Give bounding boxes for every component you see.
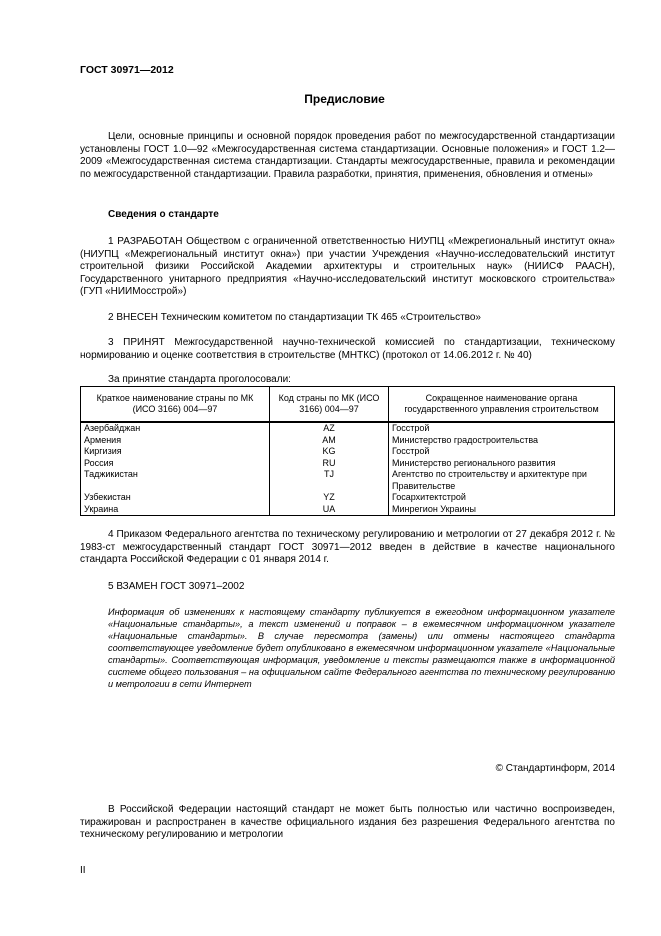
country-cell: Таджикистан: [81, 469, 270, 492]
authority-cell: Госстрой: [389, 446, 615, 458]
page-number: II: [80, 865, 86, 876]
copyright: © Стандартинформ, 2014: [495, 763, 615, 774]
item-1-paragraph: [80, 236, 615, 299]
authority-cell: Минрегион Украины: [389, 504, 615, 516]
country-cell: Украина: [81, 504, 270, 516]
code-cell: UA: [270, 504, 389, 516]
info-notice: Информация об изменениях к настоящему стандарту публикуется в ежегодном информационном указателе «Национальные стандарты», а текст изменений и поправок – в ежемесячном информационном указателе «Национальные стандарты». В случае пересмотра (замены) или отмены настоящего стандарта соответствующее уведомление будет опубликовано в ежемесячном информационном указателе «Национальные стандарты». Соответствующая информация, уведомление и тексты размещаются также в информационной системе общего пользования – на официальном сайте Федерального агентства по техническому регулированию и метрологии в сети Интернет: [108, 607, 615, 689]
column-header-country: Краткое наименование страны по МК (ИСО 3166) 004—97: [81, 387, 270, 423]
column-header-authority: Сокращенное наименование органа государственного управления строительством: [389, 387, 615, 423]
code-cell: RU: [270, 458, 389, 470]
code-cell: KG: [270, 446, 389, 458]
table-row: [81, 446, 615, 458]
item-4-paragraph: [80, 529, 615, 567]
code-cell: AZ: [270, 422, 389, 435]
voting-table: [80, 386, 615, 516]
item-5-paragraph: 5 ВЗАМЕН ГОСТ 30971–2002: [108, 581, 245, 592]
item-3-paragraph: [80, 337, 615, 362]
country-cell: Армения: [81, 435, 270, 447]
country-cell: Киргизия: [81, 446, 270, 458]
section-title: Сведения о стандарте: [108, 209, 219, 220]
document-header: ГОСТ 30971—2012: [80, 64, 174, 76]
item-3-text: 3 ПРИНЯТ Межгосударственной научно-технической комиссией по стандартизации, техническому нормированию и оценке соответствия в строительстве (МНТКС) (протокол от 14.06.2012 г. № 40): [80, 337, 615, 361]
table-row: [81, 435, 615, 447]
authority-cell: Госархитектстрой: [389, 492, 615, 504]
table-row: [81, 458, 615, 470]
table-row: [81, 492, 615, 504]
authority-cell: Министерство регионального развития: [389, 458, 615, 470]
reproduction-notice: [80, 804, 615, 842]
table-header-row: [81, 387, 615, 423]
authority-cell: Госстрой: [389, 422, 615, 435]
item-1-text: 1 РАЗРАБОТАН Обществом с ограниченной ответственностью НИУПЦ «Межрегиональный институт окна» (НИУПЦ «Межрегиональный институт окна») при участии Учреждения «Научно-исследовательский институт строительной физики Российской Академии архитектуры и строительных наук» (НИИСФ РААСН), Государственного унитарного предприятия «Научно-исследовательский институт московского строительства» (ГУП «НИИМосстрой»): [80, 236, 615, 297]
code-cell: YZ: [270, 492, 389, 504]
column-header-code: Код страны по МК (ИСО 3166) 004—97: [270, 387, 389, 423]
intro-paragraph: [80, 131, 615, 181]
table-row: [81, 422, 615, 435]
authority-cell: Агентство по строительству и архитектуре при Правительстве: [389, 469, 615, 492]
country-cell: Узбекистан: [81, 492, 270, 504]
table-row: [81, 504, 615, 516]
item-4-text: 4 Приказом Федерального агентства по техническому регулированию и метрологии от 27 декабря 2012 г. № 1983-ст межгосударственный стандарт ГОСТ 30971—2012 введен в действие в качестве национального стандарта Российской Федерации с 01 января 2014 г.: [80, 529, 615, 565]
table-row: [81, 469, 615, 492]
country-cell: Азербайджан: [81, 422, 270, 435]
authority-cell: Министерство градостроительства: [389, 435, 615, 447]
item-2-paragraph: 2 ВНЕСЕН Техническим комитетом по стандартизации ТК 465 «Строительство»: [108, 312, 481, 323]
code-cell: AM: [270, 435, 389, 447]
page-title: Предисловие: [304, 92, 385, 106]
intro-text: Цели, основные принципы и основной порядок проведения работ по межгосударственной стандартизации установлены ГОСТ 1.0—92 «Межгосударственная система стандартизации. Основные положения» и ГОСТ 1.2—2009 «Межгосударственная система стандартизации. Стандарты межгосударственные, правила и рекомендации по межгосударственной стандартизации. Правила разработки, принятия, применения, обновления и отмены»: [80, 131, 615, 180]
code-cell: TJ: [270, 469, 389, 492]
country-cell: Россия: [81, 458, 270, 470]
reproduction-notice-text: В Российской Федерации настоящий стандарт не может быть полностью или частично воспроизведен, тиражирован и распространен в качестве официального издания без разрешения Федерального агентства по техническому регулированию и метрологии: [80, 804, 615, 840]
table-caption: За принятие стандарта проголосовали:: [108, 374, 291, 385]
